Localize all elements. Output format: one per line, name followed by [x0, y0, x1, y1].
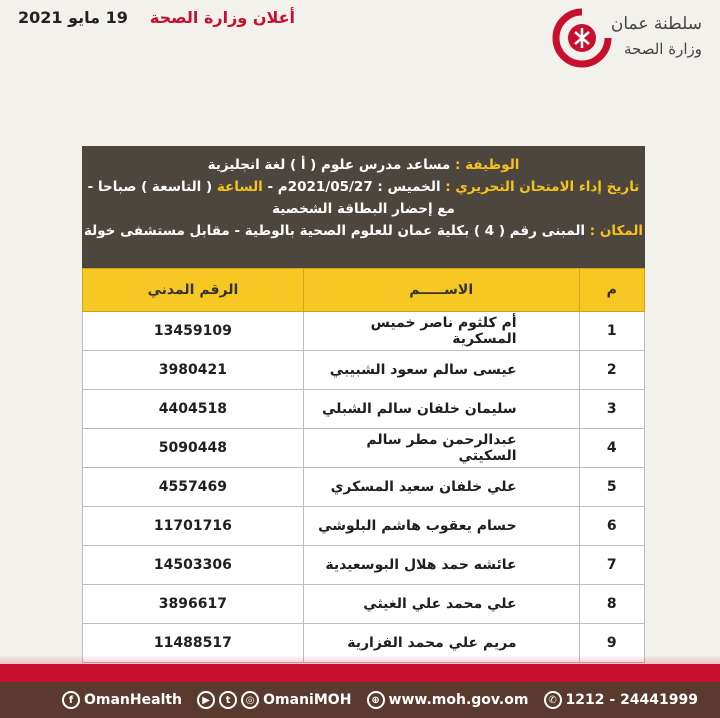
row-civil-id: 4404518 [83, 390, 304, 429]
row-civil-id: 11701716 [83, 507, 304, 546]
row-num: 7 [579, 546, 644, 585]
table-row [83, 585, 645, 624]
row-num: 5 [579, 468, 644, 507]
row-name: حسام يعقوب هاشم البلوشي [303, 507, 579, 546]
facebook-handle: OmanHealth [84, 692, 183, 708]
row-civil-id: 13459109 [83, 312, 304, 351]
row-name: سليمان خلفان سالم الشبلي [303, 390, 579, 429]
table-row [83, 312, 645, 351]
youtube-icon: ▶ [197, 691, 215, 709]
job-label: الوظيفة : [455, 157, 520, 173]
facebook-icon: f [62, 691, 80, 709]
exam-line [82, 176, 645, 198]
announcement-title: أعلان وزارة الصحة [149, 7, 296, 27]
job-value: مساعد مدرس علوم ( أ ) لغة انجليزية [207, 157, 451, 173]
social-handle: OmaniMOH [263, 692, 352, 708]
logo-text-oman: سلطنة عمان [610, 14, 702, 34]
row-name: أم كلثوم ناصر خميس المسكرية [303, 312, 579, 351]
row-name: عائشه حمد هلال البوسعيدية [303, 546, 579, 585]
place-value: المبنى رقم ( 4 ) بكلية عمان للعلوم الصحية بالوطية - مقابل مستشفى خولة [83, 223, 586, 239]
job-info-box [82, 146, 645, 268]
header-civil-id: الرقم المدني [83, 269, 304, 312]
candidates-table [82, 268, 645, 663]
footer-red-band [0, 664, 720, 682]
row-num: 8 [579, 585, 644, 624]
table-row [83, 546, 645, 585]
row-num: 1 [579, 312, 644, 351]
announcement-date: 19 مايو 2021 [18, 7, 128, 27]
row-civil-id: 5090448 [83, 429, 304, 468]
time-label: الساعة [216, 179, 263, 195]
table-row [83, 468, 645, 507]
place-label: المكان : [589, 223, 644, 239]
header-name: الاســـــم [303, 269, 579, 312]
row-name: عبدالرحمن مطر سالم السكيتي [303, 429, 579, 468]
row-num: 4 [579, 429, 644, 468]
logo-text-ministry: وزارة الصحة [624, 40, 702, 58]
time-value: ( التاسعة ) صباحا - [87, 179, 213, 195]
website-link[interactable] [367, 691, 529, 709]
row-civil-id: 4557469 [83, 468, 304, 507]
row-num: 6 [579, 507, 644, 546]
footer-bar [0, 682, 720, 718]
row-name: علي خلفان سعيد المسكري [303, 468, 579, 507]
row-name: مريم علي محمد الفزارية [303, 624, 579, 663]
row-num: 9 [579, 624, 644, 663]
phone-number: 1212 - 24441999 [565, 692, 698, 708]
table-header-row [83, 269, 645, 312]
table-row [83, 390, 645, 429]
id-note: مع إحضار البطاقة الشخصية [272, 201, 455, 217]
ministry-logo [552, 8, 702, 68]
header-num: م [579, 269, 644, 312]
phone-link[interactable] [544, 691, 698, 709]
exam-label: تاريخ إداء الامتحان التحريري : [445, 179, 640, 195]
row-civil-id: 11488517 [83, 624, 304, 663]
row-civil-id: 3896617 [83, 585, 304, 624]
row-name: علي محمد علي الغيثي [303, 585, 579, 624]
khanjar-emblem-icon [552, 8, 612, 68]
website-url: www.moh.gov.om [388, 692, 529, 708]
job-line [82, 154, 645, 176]
globe-icon: ⊕ [367, 691, 385, 709]
table-row [83, 429, 645, 468]
row-civil-id: 14503306 [83, 546, 304, 585]
table-row [83, 507, 645, 546]
row-civil-id: 3980421 [83, 351, 304, 390]
instagram-icon: ◎ [241, 691, 259, 709]
social-handle-link[interactable] [197, 691, 351, 709]
twitter-icon: t [219, 691, 237, 709]
table-row [83, 351, 645, 390]
row-num: 3 [579, 390, 644, 429]
facebook-link[interactable] [62, 691, 182, 709]
place-line [82, 220, 645, 242]
exam-day: الخميس : 2021/05/27م - [267, 179, 441, 195]
phone-icon: ✆ [544, 691, 562, 709]
row-name: عيسى سالم سعود الشبيبي [303, 351, 579, 390]
row-num: 2 [579, 351, 644, 390]
